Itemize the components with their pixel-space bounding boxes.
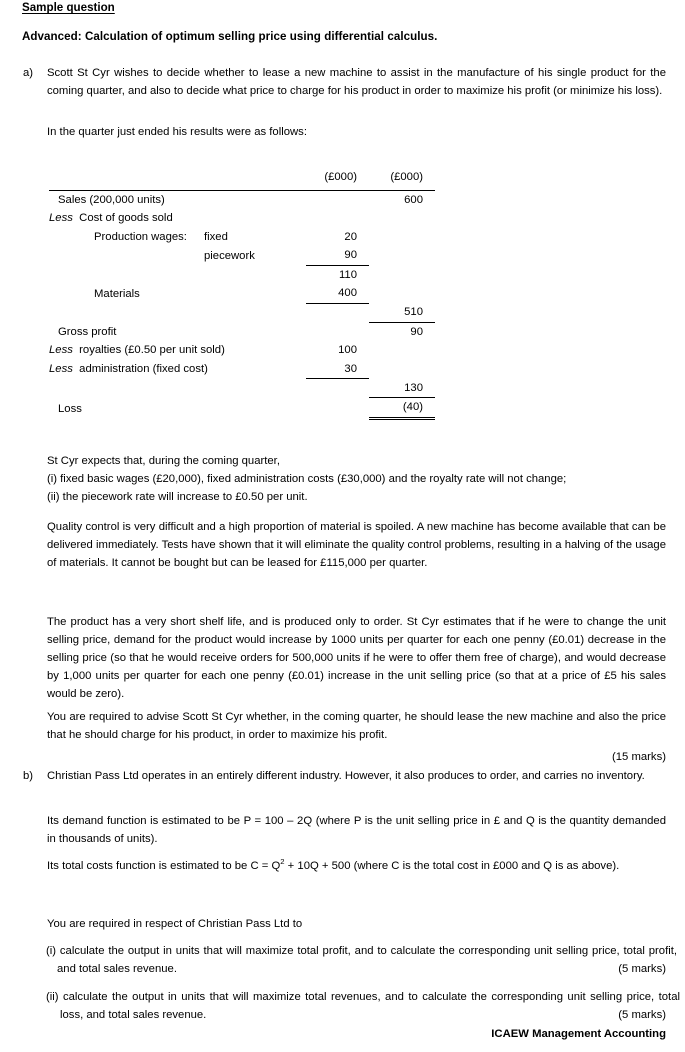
wages-total-blank-label [49, 265, 306, 284]
cogs-total-blank-label [49, 303, 306, 322]
expenses-total-blank [306, 379, 369, 398]
gross-profit-blank [306, 322, 369, 341]
part-a-marks: (15 marks) [612, 751, 666, 763]
column-header-2: (£000) [390, 171, 423, 183]
admin-blank [369, 360, 435, 379]
wages-total-value: 110 [338, 268, 357, 281]
column-header-1: (£000) [324, 171, 357, 183]
page-title: Sample question [22, 1, 115, 14]
list-marker-b: b) [23, 770, 34, 782]
expenses-total-blank-label [49, 379, 306, 398]
royalties-label: royalties (£0.50 per unit sold) [79, 344, 225, 356]
gross-profit-label: Gross profit [58, 325, 117, 338]
royalties-value: 100 [338, 344, 357, 356]
table-row [49, 322, 435, 341]
table-row [49, 190, 435, 209]
wages-total-blank [369, 265, 435, 284]
table-header-blank [49, 168, 306, 187]
royalties-row-label [49, 341, 306, 360]
table-header-row [49, 168, 435, 187]
less-keyword-2: Less [49, 344, 73, 356]
part-b-item-i: (i) calculate the output in units that will maximize total profit, and to calculate the corresponding unit selling price, total profit, and total sales revenue. [46, 945, 677, 976]
part-b-required-lead: You are required in respect of Christian Pass Ltd to [47, 918, 303, 930]
page-subtitle: Advanced: Calculation of optimum selling price using differential calculus. [22, 30, 438, 43]
results-table [49, 168, 435, 420]
sales-value-col1 [306, 190, 369, 209]
cogs-row-label [49, 209, 306, 228]
list-marker-a: a) [23, 67, 34, 79]
materials-blank [369, 284, 435, 303]
less-keyword-1: Less [49, 212, 73, 224]
expects-item-i: (i) fixed basic wages (£20,000), fixed administration costs (£30,000) and the royalty rate will not change; [47, 473, 567, 485]
cost-function-pre: Its total costs function is estimated to be C = Q [47, 860, 281, 872]
admin-label: administration (fixed cost) [79, 363, 208, 375]
less-keyword-3: Less [49, 363, 73, 375]
wages-piecework-label: piecework [204, 249, 255, 262]
part-b-item-ii: (ii) calculate the output in units that will maximize total revenues, and to calculate the corresponding unit selling price, total loss, and total sales revenue. [46, 991, 680, 1022]
table-row [49, 398, 435, 419]
table-row [49, 265, 435, 284]
gross-profit-value: 90 [410, 325, 423, 338]
cost-function-exponent: 2 [280, 857, 285, 867]
table-row [49, 360, 435, 379]
sales-value: 600 [404, 193, 423, 206]
royalties-blank [369, 341, 435, 360]
cogs-blank-1 [306, 209, 369, 228]
materials-value: 400 [306, 284, 369, 303]
source-attribution: ICAEW Management Accounting [491, 1028, 666, 1040]
wages-fixed-label: fixed [204, 230, 228, 243]
loss-label: Loss [58, 402, 82, 415]
cogs-total-value: 510 [369, 303, 435, 322]
wages-fixed-value: 20 [344, 230, 357, 243]
wages-piecework-value: 90 [306, 246, 369, 265]
cogs-total-blank [306, 303, 369, 322]
sales-label: Sales (200,000 units) [58, 193, 165, 206]
table-row [49, 379, 435, 398]
shelf-life-paragraph: The product has a very short shelf life, and is produced only to order. St Cyr estimates that if he were to change the unit selling price, demand for the product would increase by 1000 units per quarter for each one penny (£0.01) decrease in the selling price (so that he would receive orders for 500,000 units if he were to offer them free of charge), and would decrease by 1,000 units per quarter for each one penny (£0.01) increase in the unit selling price (so that at a price of £5 his sales would be zero). [47, 616, 666, 701]
materials-label: Materials [94, 287, 140, 300]
part-a-required-paragraph: You are required to advise Scott St Cyr whether, in the coming quarter, he should lease the new machine and also the price that he should charge for his product, in order to maximize his profit. [47, 711, 666, 742]
cost-function-post: + 10Q + 500 (where C is the total cost in £000 and Q is as above). [284, 860, 620, 872]
table-row [49, 284, 435, 303]
part-a-results-lead: In the quarter just ended his results were as follows: [47, 126, 307, 138]
wages-piecework-blank [369, 246, 435, 265]
loss-value: (40) [369, 398, 435, 419]
cogs-blank-2 [369, 209, 435, 228]
wages-fixed-blank [369, 228, 435, 247]
wages-fixed-row-label [49, 228, 306, 247]
cost-function-paragraph [47, 857, 666, 875]
wages-piecework-row-label [49, 246, 306, 265]
table-row [49, 209, 435, 228]
part-b-intro-paragraph: Christian Pass Ltd operates in an entirely different industry. However, it also produces to order, and carries no inventory. [47, 770, 645, 782]
table-row [49, 341, 435, 360]
demand-function-paragraph: Its demand function is estimated to be P = 100 – 2Q (where P is the unit selling price in £ and Q is the quantity demanded in thousands of units). [47, 815, 666, 846]
table-row [49, 246, 435, 265]
cogs-label: Cost of goods sold [79, 212, 173, 224]
wages-label: Production wages: [94, 230, 187, 243]
table-row [49, 228, 435, 247]
expenses-total-value: 130 [369, 379, 435, 398]
financial-statement-table [0, 168, 685, 420]
part-a-intro-paragraph: Scott St Cyr wishes to decide whether to lease a new machine to assist in the manufacture of his single product for the coming quarter, and also to decide what price to charge for his product in order to maximize his profit (or minimize his loss). [47, 67, 666, 98]
expects-lead: St Cyr expects that, during the coming quarter, [47, 455, 280, 467]
quality-control-paragraph: Quality control is very difficult and a high proportion of material is spoiled. A new machine has become available that can be delivered immediately. Tests have shown that it will eliminate the quality control problems, resulting in a halving of the usage of materials. It cannot be bought but can be leased for £115,000 per quarter. [47, 521, 666, 570]
loss-blank [306, 398, 369, 419]
part-b-item-ii-marks: (5 marks) [618, 1009, 666, 1021]
expects-item-ii: (ii) the piecework rate will increase to £0.50 per unit. [47, 491, 308, 503]
admin-value: 30 [306, 360, 369, 379]
table-row [49, 303, 435, 322]
admin-row-label [49, 360, 306, 379]
part-b-item-i-marks: (5 marks) [618, 963, 666, 975]
